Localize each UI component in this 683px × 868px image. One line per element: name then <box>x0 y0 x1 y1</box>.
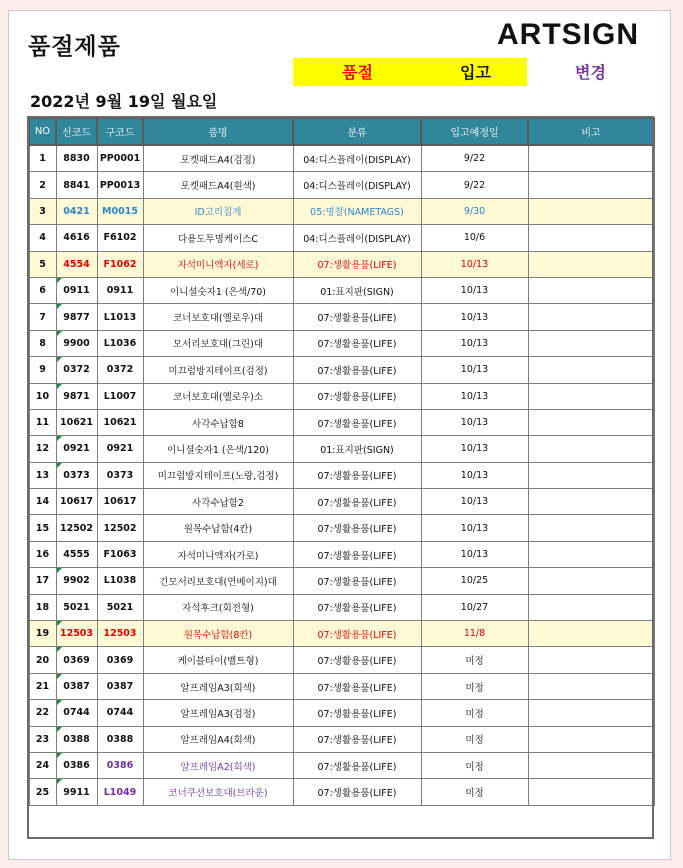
cell-restock-date: 10/13 <box>421 330 528 356</box>
cell-category: 04:디스플레이(DISPLAY) <box>293 172 421 198</box>
table-row <box>29 726 654 752</box>
cell-note <box>528 594 654 620</box>
cell-old-code: 12502 <box>97 515 143 541</box>
cell-note <box>528 436 654 462</box>
cell-new-code: 9877 <box>56 304 97 330</box>
cell-old-code: 12503 <box>97 621 143 647</box>
table-row <box>29 752 654 778</box>
cell-product-name: 알프레임A3(검정) <box>143 700 293 726</box>
cell-old-code: 5021 <box>97 594 143 620</box>
cell-note <box>528 568 654 594</box>
cell-category: 07:생활용품(LIFE) <box>293 489 421 515</box>
cell-note <box>528 700 654 726</box>
cell-category: 04:디스플레이(DISPLAY) <box>293 145 421 172</box>
table-row <box>29 383 654 409</box>
col-product-name: 품명 <box>143 118 293 145</box>
cell-no: 14 <box>29 489 56 515</box>
cell-new-code: 4555 <box>56 541 97 567</box>
cell-no: 23 <box>29 726 56 752</box>
comment-marker-icon <box>57 568 62 573</box>
cell-note <box>528 489 654 515</box>
col-note: 비고 <box>528 118 654 145</box>
table-row <box>29 647 654 673</box>
table-row <box>29 621 654 647</box>
cell-new-code: 9902 <box>56 568 97 594</box>
cell-no: 19 <box>29 621 56 647</box>
table-row <box>29 409 654 435</box>
cell-product-name: 이니셜숫자1 (은색/120) <box>143 436 293 462</box>
legend-soldout: 품절 <box>342 63 373 82</box>
cell-new-code: 4616 <box>56 225 97 251</box>
cell-no: 13 <box>29 462 56 488</box>
cell-old-code: F6102 <box>97 225 143 251</box>
cell-no: 4 <box>29 225 56 251</box>
cell-old-code: 0388 <box>97 726 143 752</box>
cell-category: 07:생활용품(LIFE) <box>293 594 421 620</box>
table-row <box>29 541 654 567</box>
cell-old-code: F1062 <box>97 251 143 277</box>
cell-restock-date: 10/13 <box>421 462 528 488</box>
cell-new-code: 12503 <box>56 621 97 647</box>
cell-old-code: F1063 <box>97 541 143 567</box>
cell-category: 07:생활용품(LIFE) <box>293 752 421 778</box>
cell-old-code: 10621 <box>97 409 143 435</box>
cell-new-code: 0386 <box>56 752 97 778</box>
table-row <box>29 225 654 251</box>
cell-no: 24 <box>29 752 56 778</box>
cell-restock-date: 미정 <box>421 752 528 778</box>
comment-marker-icon <box>57 331 62 336</box>
cell-product-name: 케이블타이(벨트형) <box>143 647 293 673</box>
cell-category: 07:생활용품(LIFE) <box>293 304 421 330</box>
cell-new-code: 0369 <box>56 647 97 673</box>
cell-note <box>528 541 654 567</box>
cell-category: 07:생활용품(LIFE) <box>293 700 421 726</box>
table-row <box>29 489 654 515</box>
soldout-table <box>28 117 655 806</box>
table-row <box>29 594 654 620</box>
cell-restock-date: 미정 <box>421 700 528 726</box>
cell-new-code: 8841 <box>56 172 97 198</box>
cell-category: 07:생활용품(LIFE) <box>293 673 421 699</box>
table-row <box>29 172 654 198</box>
cell-new-code: 0373 <box>56 462 97 488</box>
cell-note <box>528 752 654 778</box>
cell-note <box>528 330 654 356</box>
cell-product-name: 자석미니액자(세로) <box>143 251 293 277</box>
cell-no: 12 <box>29 436 56 462</box>
cell-product-name: 긴모서리보호대(연베이지)대 <box>143 568 293 594</box>
table-row <box>29 568 654 594</box>
cell-category: 07:생활용품(LIFE) <box>293 568 421 594</box>
cell-category: 07:생활용품(LIFE) <box>293 515 421 541</box>
table-header <box>29 118 654 145</box>
cell-restock-date: 9/22 <box>421 145 528 172</box>
cell-no: 5 <box>29 251 56 277</box>
cell-product-name: 미끄럼방지테이프(검정) <box>143 357 293 383</box>
cell-restock-date: 10/13 <box>421 541 528 567</box>
cell-new-code: 8830 <box>56 145 97 172</box>
table-row <box>29 700 654 726</box>
cell-no: 6 <box>29 277 56 303</box>
table-row <box>29 462 654 488</box>
table-row <box>29 357 654 383</box>
table-body <box>29 145 654 805</box>
cell-new-code: 0911 <box>56 277 97 303</box>
cell-new-code: 0372 <box>56 357 97 383</box>
comment-marker-icon <box>57 278 62 283</box>
cell-no: 18 <box>29 594 56 620</box>
cell-note <box>528 145 654 172</box>
legend-restock: 입고 <box>460 63 491 82</box>
cell-restock-date: 11/8 <box>421 621 528 647</box>
cell-restock-date: 10/13 <box>421 251 528 277</box>
cell-new-code: 9911 <box>56 779 97 805</box>
cell-old-code: M0015 <box>97 198 143 224</box>
cell-product-name: 원목수납함(8칸) <box>143 621 293 647</box>
cell-product-name: 원목수납함(4칸) <box>143 515 293 541</box>
cell-product-name: 다용도투명케이스C <box>143 225 293 251</box>
col-no: NO <box>29 118 56 145</box>
cell-new-code: 0387 <box>56 673 97 699</box>
cell-note <box>528 304 654 330</box>
cell-new-code: 0388 <box>56 726 97 752</box>
cell-new-code: 10617 <box>56 489 97 515</box>
comment-marker-icon <box>57 621 62 626</box>
cell-category: 07:생활용품(LIFE) <box>293 409 421 435</box>
cell-note <box>528 409 654 435</box>
cell-no: 22 <box>29 700 56 726</box>
table-row <box>29 277 654 303</box>
cell-category: 07:생활용품(LIFE) <box>293 357 421 383</box>
cell-restock-date: 10/13 <box>421 277 528 303</box>
cell-product-name: 포켓패드A4(검정) <box>143 145 293 172</box>
cell-category: 04:디스플레이(DISPLAY) <box>293 225 421 251</box>
cell-new-code: 5021 <box>56 594 97 620</box>
cell-old-code: L1013 <box>97 304 143 330</box>
col-restock-date: 입고예정일 <box>421 118 528 145</box>
cell-restock-date: 10/27 <box>421 594 528 620</box>
cell-old-code: 0372 <box>97 357 143 383</box>
cell-new-code: 10621 <box>56 409 97 435</box>
cell-restock-date: 10/13 <box>421 515 528 541</box>
cell-note <box>528 462 654 488</box>
cell-old-code: 0387 <box>97 673 143 699</box>
comment-marker-icon <box>57 647 62 652</box>
cell-restock-date: 10/13 <box>421 409 528 435</box>
cell-category: 07:생활용품(LIFE) <box>293 647 421 673</box>
cell-new-code: 0921 <box>56 436 97 462</box>
comment-marker-icon <box>57 436 62 441</box>
cell-restock-date: 미정 <box>421 779 528 805</box>
cell-restock-date: 미정 <box>421 726 528 752</box>
col-category: 분류 <box>293 118 421 145</box>
cell-product-name: 사각수납함8 <box>143 409 293 435</box>
page-title: 품절제품 <box>28 34 121 60</box>
cell-no: 25 <box>29 779 56 805</box>
cell-product-name: 알프레임A4(회색) <box>143 726 293 752</box>
cell-restock-date: 10/6 <box>421 225 528 251</box>
cell-note <box>528 198 654 224</box>
cell-old-code: 10617 <box>97 489 143 515</box>
cell-restock-date: 미정 <box>421 673 528 699</box>
cell-product-name: 포켓패드A4(흰색) <box>143 172 293 198</box>
cell-product-name: 알프레임A3(회색) <box>143 673 293 699</box>
legend-highlight <box>293 58 527 86</box>
comment-marker-icon <box>57 463 62 468</box>
comment-marker-icon <box>57 674 62 679</box>
cell-note <box>528 621 654 647</box>
cell-category: 01:표지판(SIGN) <box>293 277 421 303</box>
cell-product-name: 알프레임A2(회색) <box>143 752 293 778</box>
col-old-code: 구코드 <box>97 118 143 145</box>
cell-new-code: 12502 <box>56 515 97 541</box>
cell-product-name: 코너쿠션보호대(브라운) <box>143 779 293 805</box>
cell-no: 7 <box>29 304 56 330</box>
cell-no: 2 <box>29 172 56 198</box>
cell-new-code: 0421 <box>56 198 97 224</box>
cell-category: 07:생활용품(LIFE) <box>293 383 421 409</box>
cell-restock-date: 10/13 <box>421 304 528 330</box>
cell-new-code: 4554 <box>56 251 97 277</box>
comment-marker-icon <box>57 700 62 705</box>
cell-no: 15 <box>29 515 56 541</box>
cell-product-name: 모서리보호대(그린)대 <box>143 330 293 356</box>
cell-restock-date: 9/22 <box>421 172 528 198</box>
cell-old-code: 0744 <box>97 700 143 726</box>
table-row <box>29 330 654 356</box>
table-row <box>29 251 654 277</box>
cell-old-code: 0921 <box>97 436 143 462</box>
cell-product-name: 이니셜숫자1 (은색/70) <box>143 277 293 303</box>
cell-no: 3 <box>29 198 56 224</box>
cell-product-name: 사각수납함2 <box>143 489 293 515</box>
cell-no: 10 <box>29 383 56 409</box>
legend-change: 변경 <box>575 63 606 82</box>
cell-no: 17 <box>29 568 56 594</box>
cell-old-code: L1007 <box>97 383 143 409</box>
cell-note <box>528 647 654 673</box>
cell-new-code: 9871 <box>56 383 97 409</box>
cell-category: 07:생활용품(LIFE) <box>293 779 421 805</box>
cell-note <box>528 172 654 198</box>
cell-category: 05:명찰(NAMETAGS) <box>293 198 421 224</box>
cell-old-code: L1036 <box>97 330 143 356</box>
cell-category: 07:생활용품(LIFE) <box>293 541 421 567</box>
table-row <box>29 304 654 330</box>
comment-marker-icon <box>57 384 62 389</box>
cell-restock-date: 9/30 <box>421 198 528 224</box>
cell-note <box>528 277 654 303</box>
cell-note <box>528 779 654 805</box>
cell-product-name: 코너보호대(옐로우)대 <box>143 304 293 330</box>
cell-category: 07:생활용품(LIFE) <box>293 462 421 488</box>
cell-restock-date: 미정 <box>421 647 528 673</box>
comment-marker-icon <box>57 779 62 784</box>
cell-no: 11 <box>29 409 56 435</box>
cell-product-name: 미끄럼방지테이프(노랑,검정) <box>143 462 293 488</box>
cell-old-code: PP0013 <box>97 172 143 198</box>
table-row <box>29 515 654 541</box>
cell-old-code: L1049 <box>97 779 143 805</box>
cell-old-code: 0386 <box>97 752 143 778</box>
cell-note <box>528 383 654 409</box>
comment-marker-icon <box>57 727 62 732</box>
cell-note <box>528 515 654 541</box>
cell-note <box>528 357 654 383</box>
report-date: 2022년 9월 19일 월요일 <box>30 92 218 111</box>
table-row <box>29 779 654 805</box>
cell-new-code: 9900 <box>56 330 97 356</box>
cell-no: 21 <box>29 673 56 699</box>
cell-product-name: ID고리집게 <box>143 198 293 224</box>
cell-old-code: L1038 <box>97 568 143 594</box>
cell-product-name: 코너보호대(옐로우)소 <box>143 383 293 409</box>
cell-note <box>528 673 654 699</box>
cell-old-code: 0369 <box>97 647 143 673</box>
cell-old-code: 0373 <box>97 462 143 488</box>
cell-category: 07:생활용품(LIFE) <box>293 251 421 277</box>
cell-no: 1 <box>29 145 56 172</box>
cell-restock-date: 10/13 <box>421 357 528 383</box>
cell-restock-date: 10/13 <box>421 436 528 462</box>
table-row <box>29 198 654 224</box>
cell-no: 20 <box>29 647 56 673</box>
cell-restock-date: 10/13 <box>421 383 528 409</box>
table-row <box>29 673 654 699</box>
cell-category: 07:생활용품(LIFE) <box>293 621 421 647</box>
cell-category: 01:표지판(SIGN) <box>293 436 421 462</box>
cell-no: 9 <box>29 357 56 383</box>
comment-marker-icon <box>57 753 62 758</box>
cell-category: 07:생활용품(LIFE) <box>293 330 421 356</box>
cell-note <box>528 726 654 752</box>
comment-marker-icon <box>57 304 62 309</box>
cell-category: 07:생활용품(LIFE) <box>293 726 421 752</box>
cell-no: 16 <box>29 541 56 567</box>
cell-note <box>528 225 654 251</box>
cell-old-code: PP0001 <box>97 145 143 172</box>
brand-logo: ARTSIGN <box>497 18 639 51</box>
cell-no: 8 <box>29 330 56 356</box>
cell-restock-date: 10/25 <box>421 568 528 594</box>
col-new-code: 신코드 <box>56 118 97 145</box>
comment-marker-icon <box>57 357 62 362</box>
table-row <box>29 436 654 462</box>
cell-product-name: 자석미니액자(가로) <box>143 541 293 567</box>
cell-restock-date: 10/13 <box>421 489 528 515</box>
cell-product-name: 자석후크(회전형) <box>143 594 293 620</box>
cell-old-code: 0911 <box>97 277 143 303</box>
cell-new-code: 0744 <box>56 700 97 726</box>
cell-note <box>528 251 654 277</box>
table-row <box>29 145 654 172</box>
